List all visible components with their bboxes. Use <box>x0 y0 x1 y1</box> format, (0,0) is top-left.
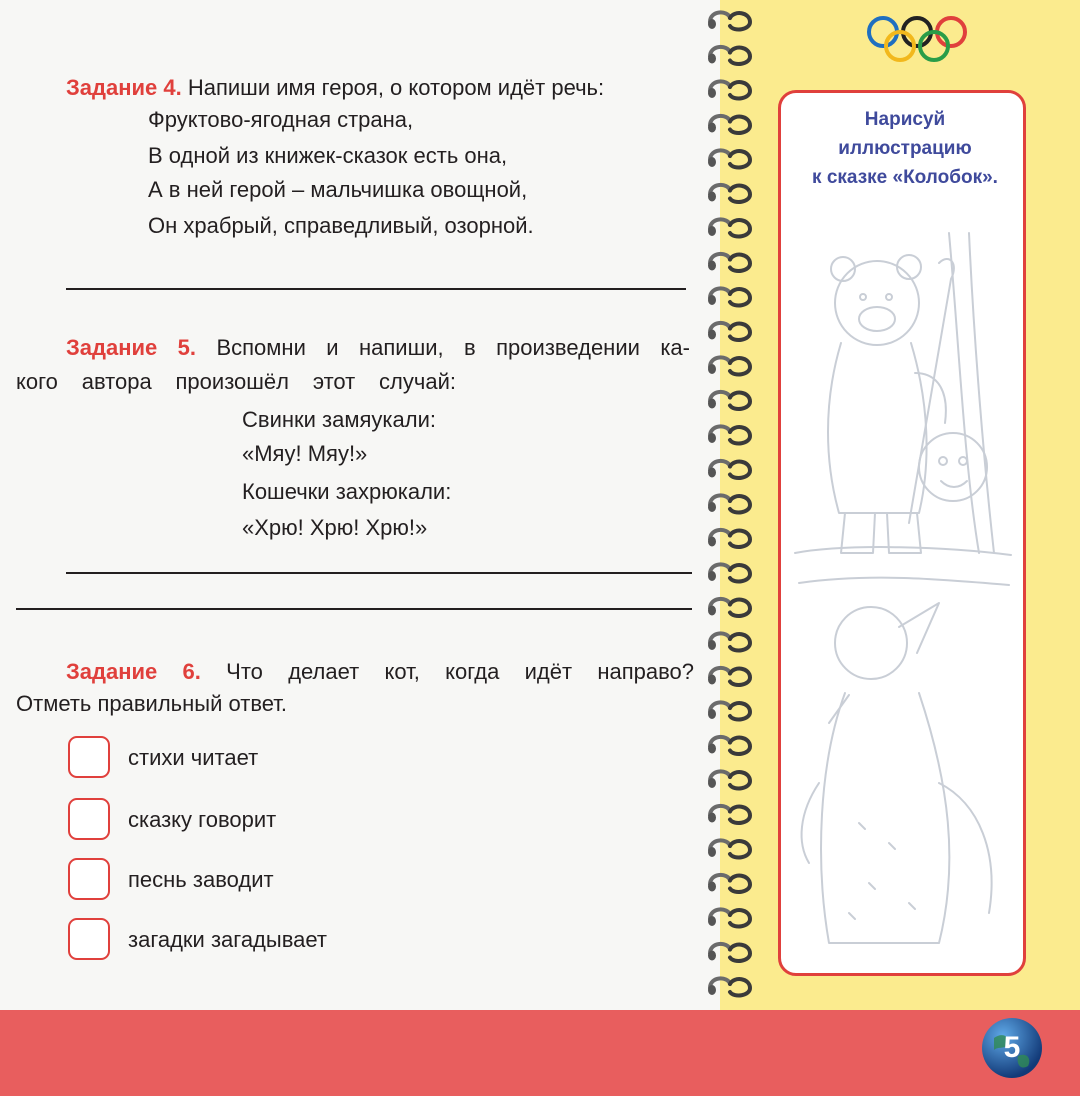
olympic-rings-icon <box>863 14 973 64</box>
spiral-coil <box>708 116 750 133</box>
spiral-coil <box>708 461 750 478</box>
spiral-coil <box>708 978 750 995</box>
task5-answer-line[interactable] <box>16 608 692 610</box>
task4-poem-line: В одной из книжек-сказок есть она, <box>148 143 508 168</box>
spiral-binding-icon <box>704 0 756 1010</box>
task5-poem-line: «Мяу! Мяу!» <box>242 441 368 466</box>
task5-label: Задание 5. <box>66 335 197 360</box>
task5-prompt-line2: кого автора произошёл этот случай: <box>16 369 456 394</box>
task6-prompt-line1: Что делает кот, когда идёт направо? <box>200 659 695 684</box>
drawing-caption <box>781 105 1029 192</box>
caption-line: иллюстрацию <box>838 138 972 159</box>
spiral-coil <box>708 288 750 305</box>
spiral-coil <box>708 944 750 961</box>
task4-poem-line: А в ней герой – мальчишка овощной, <box>148 177 528 202</box>
task5-heading <box>66 334 690 362</box>
page-number: 5 <box>1003 1031 1021 1064</box>
spiral-coil <box>708 840 750 857</box>
coloring-sketch-icon <box>789 223 1017 963</box>
caption-line: к сказке «Колобок». <box>812 167 998 188</box>
spiral-coil <box>708 150 750 167</box>
spiral-coil <box>708 771 750 788</box>
task4-label: Задание 4. <box>66 75 182 100</box>
task4-heading <box>66 74 604 102</box>
spiral-coil <box>708 668 750 685</box>
spiral-coil <box>708 530 750 547</box>
spiral-coil <box>708 426 750 443</box>
answer-checkbox[interactable] <box>68 918 110 960</box>
spiral-coil <box>708 909 750 926</box>
task6-heading <box>66 658 694 686</box>
task4-poem-line: Фруктово-ягодная страна, <box>148 107 414 132</box>
task4-answer-line[interactable] <box>66 288 686 290</box>
spiral-coil <box>708 702 750 719</box>
spiral-coil <box>708 633 750 650</box>
spiral-coil <box>708 219 750 236</box>
spiral-coil <box>708 254 750 271</box>
task6-prompt-line2: Отметь правильный ответ. <box>16 691 288 716</box>
answer-checkbox[interactable] <box>68 858 110 900</box>
spiral-coil <box>708 495 750 512</box>
spiral-coil <box>708 323 750 340</box>
answer-checkbox[interactable] <box>68 798 110 840</box>
bottom-band <box>0 1010 1080 1096</box>
answer-option-label: загадки загадывает <box>128 927 327 952</box>
drawing-area[interactable] <box>778 90 1026 976</box>
spiral-coil <box>708 47 750 64</box>
spiral-coil <box>708 737 750 754</box>
spiral-coil <box>708 81 750 98</box>
spiral-coil <box>708 392 750 409</box>
task4-prompt: Напиши имя героя, о котором идёт речь: <box>181 75 605 100</box>
spiral-coil <box>708 599 750 616</box>
spiral-coil <box>708 357 750 374</box>
caption-line: Нарисуй <box>864 109 946 130</box>
task4-poem-line: Он храбрый, справедливый, озорной. <box>148 213 534 238</box>
answer-option-label: песнь заводит <box>128 867 274 892</box>
spiral-coil <box>708 564 750 581</box>
spiral-coil <box>708 185 750 202</box>
task5-poem-line: Свинки замяукали: <box>242 407 436 432</box>
spiral-coil <box>708 12 750 29</box>
task5-poem-line: «Хрю! Хрю! Хрю!» <box>242 515 428 540</box>
task6-label: Задание 6. <box>66 659 201 684</box>
task5-answer-line[interactable] <box>66 572 692 574</box>
answer-option-label: стихи читает <box>128 745 259 770</box>
spiral-coil <box>708 806 750 823</box>
task5-prompt-line1: Вспомни и напиши, в произведении ка- <box>196 335 690 360</box>
task5-poem-line: Кошечки захрюкали: <box>242 479 452 504</box>
spiral-coil <box>708 875 750 892</box>
answer-option-label: сказку говорит <box>128 807 277 832</box>
answer-checkbox[interactable] <box>68 736 110 778</box>
